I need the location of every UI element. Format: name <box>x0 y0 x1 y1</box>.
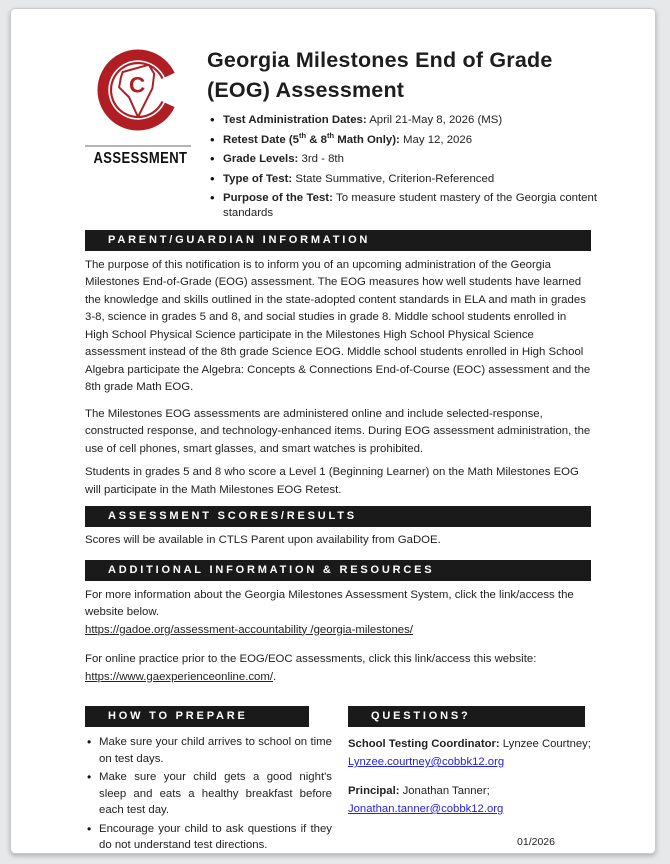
parent-info-paragraph-2: The Milestones EOG assessments are administered online and include selected-response, constructed response, and technology-enhanced items. During EOG assessment administration, the use of cell phones, smart glasses, and smart watches is prohibited. <box>85 407 591 455</box>
title-line-1: Georgia Milestones End of Grade <box>207 48 553 72</box>
page-title <box>207 45 599 105</box>
prepare-tip-ask-questions: • Encourage your child to ask questions if they do not understand test directions. <box>99 821 332 854</box>
banner-questions: QUESTIONS? <box>348 706 585 727</box>
online-practice-text: For online practice prior to the EOG/EOC assessments, click this link/access this website: https://www.gaexperienceonline.com/. <box>85 653 537 683</box>
flyer-page <box>10 8 656 854</box>
title-line-2: (EOG) Assessment <box>207 78 405 102</box>
info-item-admin-dates: • Test Administration Dates: April 21-May 8, 2026 (MS) <box>223 113 599 128</box>
district-logo <box>85 45 191 226</box>
questions-column <box>348 706 595 854</box>
parent-info-paragraph-3: Students in grades 5 and 8 who score a Level 1 (Beginning Learner) on the Math Milestones EOG will participate in the Math Milestones EOG Retest. <box>85 466 579 496</box>
banner-parent-guardian-information: PARENT/GUARDIAN INFORMATION <box>85 230 591 251</box>
prepare-tips-list <box>99 734 332 854</box>
principal-label: Principal: <box>348 785 400 797</box>
coordinator-email-link[interactable]: Lynzee.courtney@cobbk12.org <box>348 756 505 768</box>
prepare-tip-sleep-breakfast: • Make sure your child gets a good night's sleep and eats a healthy breakfast before each test day. <box>99 769 332 819</box>
coordinator-name: Lynzee Courtney; <box>499 738 591 750</box>
principal-name: Jonathan Tanner; <box>399 785 490 797</box>
logo-assessment-label: ASSESSMENT <box>93 150 188 167</box>
additional-info-text: For more information about the Georgia Milestones Assessment System, click the link/access the website below. https://gadoe.org/assessment-accountability /georgia-milestones/ <box>85 588 574 636</box>
gaexperienceonline-link[interactable]: https://www.gaexperienceonline.com/ <box>85 670 274 683</box>
how-to-prepare-column <box>85 706 332 854</box>
banner-additional-information-resources: ADDITIONAL INFORMATION & RESOURCES <box>85 560 591 581</box>
header-right <box>207 45 599 226</box>
info-item-grade-levels: • Grade Levels: 3rd - 8th <box>223 152 599 167</box>
flyer-content <box>11 9 655 854</box>
cobb-county-logo-icon <box>93 45 183 135</box>
info-item-retest-date: • Retest Date (5th & 8th Math Only): May 12, 2026 <box>223 133 599 148</box>
svg-text:C: C <box>128 72 146 98</box>
logo-divider <box>85 145 191 147</box>
bottom-columns <box>85 706 599 854</box>
prepare-tip-arrive-on-time: • Make sure your child arrives to school on time on test days. <box>99 734 332 767</box>
test-info-list <box>223 113 599 221</box>
banner-assessment-scores-results: ASSESSMENT SCORES/RESULTS <box>85 506 591 527</box>
scores-text: Scores will be available in CTLS Parent upon availability from GaDOE. <box>85 534 441 546</box>
gadoe-milestones-link[interactable]: https://gadoe.org/assessment-accountability /georgia-milestones/ <box>85 623 413 636</box>
principal-contact <box>348 783 595 818</box>
revision-date: 01/2026 <box>517 836 555 848</box>
banner-how-to-prepare: HOW TO PREPARE <box>85 706 309 727</box>
coordinator-contact <box>348 736 595 771</box>
coordinator-label: School Testing Coordinator: <box>348 738 500 750</box>
parent-info-paragraph-1: The purpose of this notification is to inform you of an upcoming administration of the Georgia Milestones End-of-Grade (EOG) assessment. The EOG measures how well students have learned the knowledge and skills outlined in the state-adopted content standards in ELA and math in grades 3-8, science in grades 5 and 8, and social studies in grade 8. Middle school students enrolled in High School Physical Science participate in the Milestones High School Physical Science assessment instead of the 8th grade Science EOG. Middle school students enrolled in High School Algebra participate the Algebra: Concepts & Connections End-of-Course (EOC) assessment and the 8th grade Math EOG. <box>85 258 591 393</box>
info-item-test-type: • Type of Test: State Summative, Criterion-Referenced <box>223 172 599 187</box>
principal-email-link[interactable]: Jonathan.tanner@cobbk12.org <box>348 803 504 815</box>
info-item-purpose: • Purpose of the Test: To measure student mastery of the Georgia content standards <box>223 191 599 221</box>
header <box>85 45 599 226</box>
